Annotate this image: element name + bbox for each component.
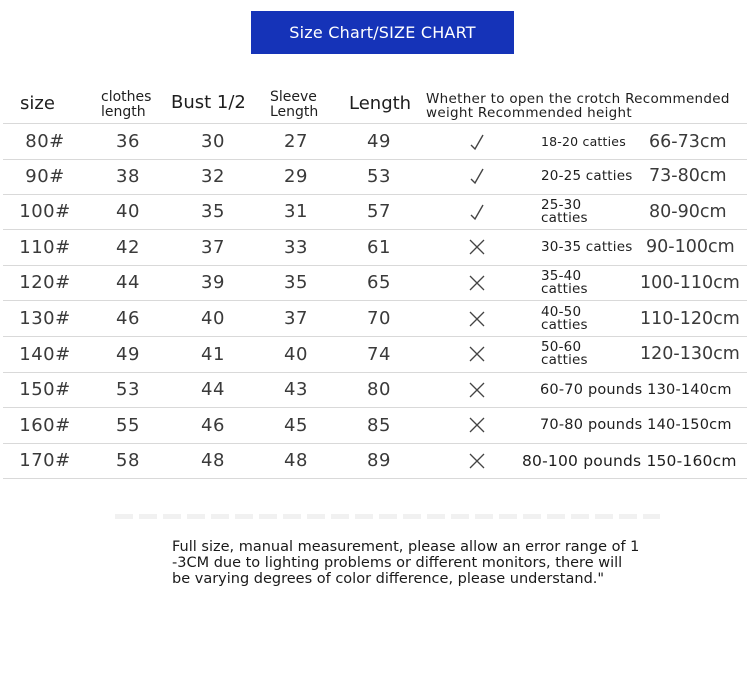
height-cell: 100-110cm [640,272,740,293]
weight-cell [541,337,588,372]
length-cell: 53 [367,165,391,187]
weight-line-1: 40-50 [541,303,582,320]
length-cell: 85 [367,414,391,436]
height-cell: 90-100cm [646,237,735,258]
weight-cell [541,265,588,300]
check-icon [433,124,521,159]
check-icon [433,194,521,229]
clothes-length-cell: 46 [116,308,140,329]
table-row [3,337,747,373]
cross-icon [433,372,521,407]
weight-line-1: 35-40 [541,267,582,284]
cross-icon [433,265,521,300]
weight-line-2: catties [541,280,588,297]
clothes-length-cell: 49 [116,343,140,365]
table-row [3,265,747,301]
sleeve-length-cell: 37 [284,308,308,329]
sleeve-length-cell: 45 [284,414,308,436]
size-cell: 140# [19,343,71,365]
size-cell: 120# [19,272,71,294]
bust-cell: 46 [201,414,225,436]
clothes-length-cell: 58 [116,450,140,472]
length-cell: 49 [367,131,391,152]
size-cell: 150# [19,379,71,401]
weight-height-cell: 70-80 pounds 140-150cm [540,417,732,434]
length-cell: 70 [367,308,391,329]
sleeve-length-cell: 31 [284,201,308,223]
bust-cell: 48 [201,450,225,472]
bust-cell: 32 [201,165,225,187]
length-cell: 89 [367,450,391,472]
length-cell: 61 [367,236,391,258]
header-clothes-length-line2: length [101,104,146,120]
height-cell: 110-120cm [640,308,740,329]
table-row [3,194,747,230]
height-cell: 73-80cm [649,166,727,187]
header-bust: Bust 1/2 [171,92,246,113]
bust-cell: 37 [201,236,225,258]
header-size: size [20,93,55,114]
height-cell: 66-73cm [649,131,727,152]
header-sleeve-line1: Sleeve [270,89,317,105]
size-chart-title: Size Chart/SIZE CHART [251,11,514,54]
weight-height-cell: 80-100 pounds 150-160cm [522,451,737,470]
size-cell: 90# [25,165,65,187]
clothes-length-cell: 38 [116,165,140,187]
weight-line-2: catties [541,209,588,226]
length-cell: 57 [367,201,391,223]
table-row [3,408,747,444]
header-clothes-length-line1: clothes [101,89,152,105]
bust-cell: 40 [201,308,225,329]
sleeve-length-cell: 27 [284,131,308,152]
table-row [3,123,747,160]
weight-line-1: 50-60 [541,339,582,356]
clothes-length-cell: 53 [116,379,140,401]
cross-icon [433,443,521,478]
weight-line-1: 25-30 [541,196,582,213]
table-row [3,301,747,337]
note-line-3: be varying degrees of color difference, please understand." [172,571,605,587]
table-row [3,372,747,408]
bust-cell: 39 [201,272,225,294]
sleeve-length-cell: 35 [284,272,308,294]
size-cell: 170# [19,450,71,472]
height-cell: 120-130cm [640,344,740,365]
size-cell: 160# [19,414,71,436]
header-length: Length [349,93,412,114]
header-clothes-length [101,90,151,120]
check-icon [433,159,521,194]
faint-background-text [115,514,660,519]
weight-cell: 18-20 catties [541,134,626,149]
sleeve-length-cell: 48 [284,450,308,472]
clothes-length-cell: 40 [116,201,140,223]
size-cell: 130# [19,308,71,329]
size-cell: 80# [25,131,65,152]
sleeve-length-cell: 43 [284,379,308,401]
measurement-note [172,539,672,587]
table-row [3,443,747,479]
sleeve-length-cell: 33 [284,236,308,258]
sleeve-length-cell: 40 [284,343,308,365]
weight-cell [541,301,588,336]
weight-cell [541,194,588,229]
header-sleeve-length [270,90,318,120]
cross-icon [433,230,521,265]
length-cell: 65 [367,272,391,294]
bust-cell: 41 [201,343,225,365]
length-cell: 74 [367,343,391,365]
length-cell: 80 [367,379,391,401]
note-line-2: -3CM due to lighting problems or different monitors, there will [172,555,623,571]
clothes-length-cell: 42 [116,236,140,258]
table-row [3,159,747,195]
clothes-length-cell: 44 [116,272,140,294]
header-note-line2: weight Recommended height [426,105,632,121]
height-cell: 80-90cm [649,201,727,222]
table-row [3,230,747,266]
cross-icon [433,408,521,443]
clothes-length-cell: 36 [116,131,140,152]
bust-cell: 30 [201,131,225,152]
header-note-line1: Whether to open the crotch Recommended [426,91,730,107]
weight-cell: 30-35 catties [541,239,633,256]
size-cell: 100# [19,201,71,223]
clothes-length-cell: 55 [116,414,140,436]
cross-icon [433,337,521,372]
weight-line-2: catties [541,316,588,333]
weight-cell: 20-25 catties [541,168,633,185]
note-line-1: Full size, manual measurement, please allow an error range of 1 [172,539,640,555]
header-crotch-weight-height [426,92,746,120]
weight-line-2: catties [541,352,588,369]
size-cell: 110# [19,236,71,258]
sleeve-length-cell: 29 [284,165,308,187]
header-sleeve-line2: Length [270,104,319,120]
bust-cell: 44 [201,379,225,401]
cross-icon [433,301,521,336]
weight-height-cell: 60-70 pounds 130-140cm [540,381,732,398]
bust-cell: 35 [201,201,225,223]
